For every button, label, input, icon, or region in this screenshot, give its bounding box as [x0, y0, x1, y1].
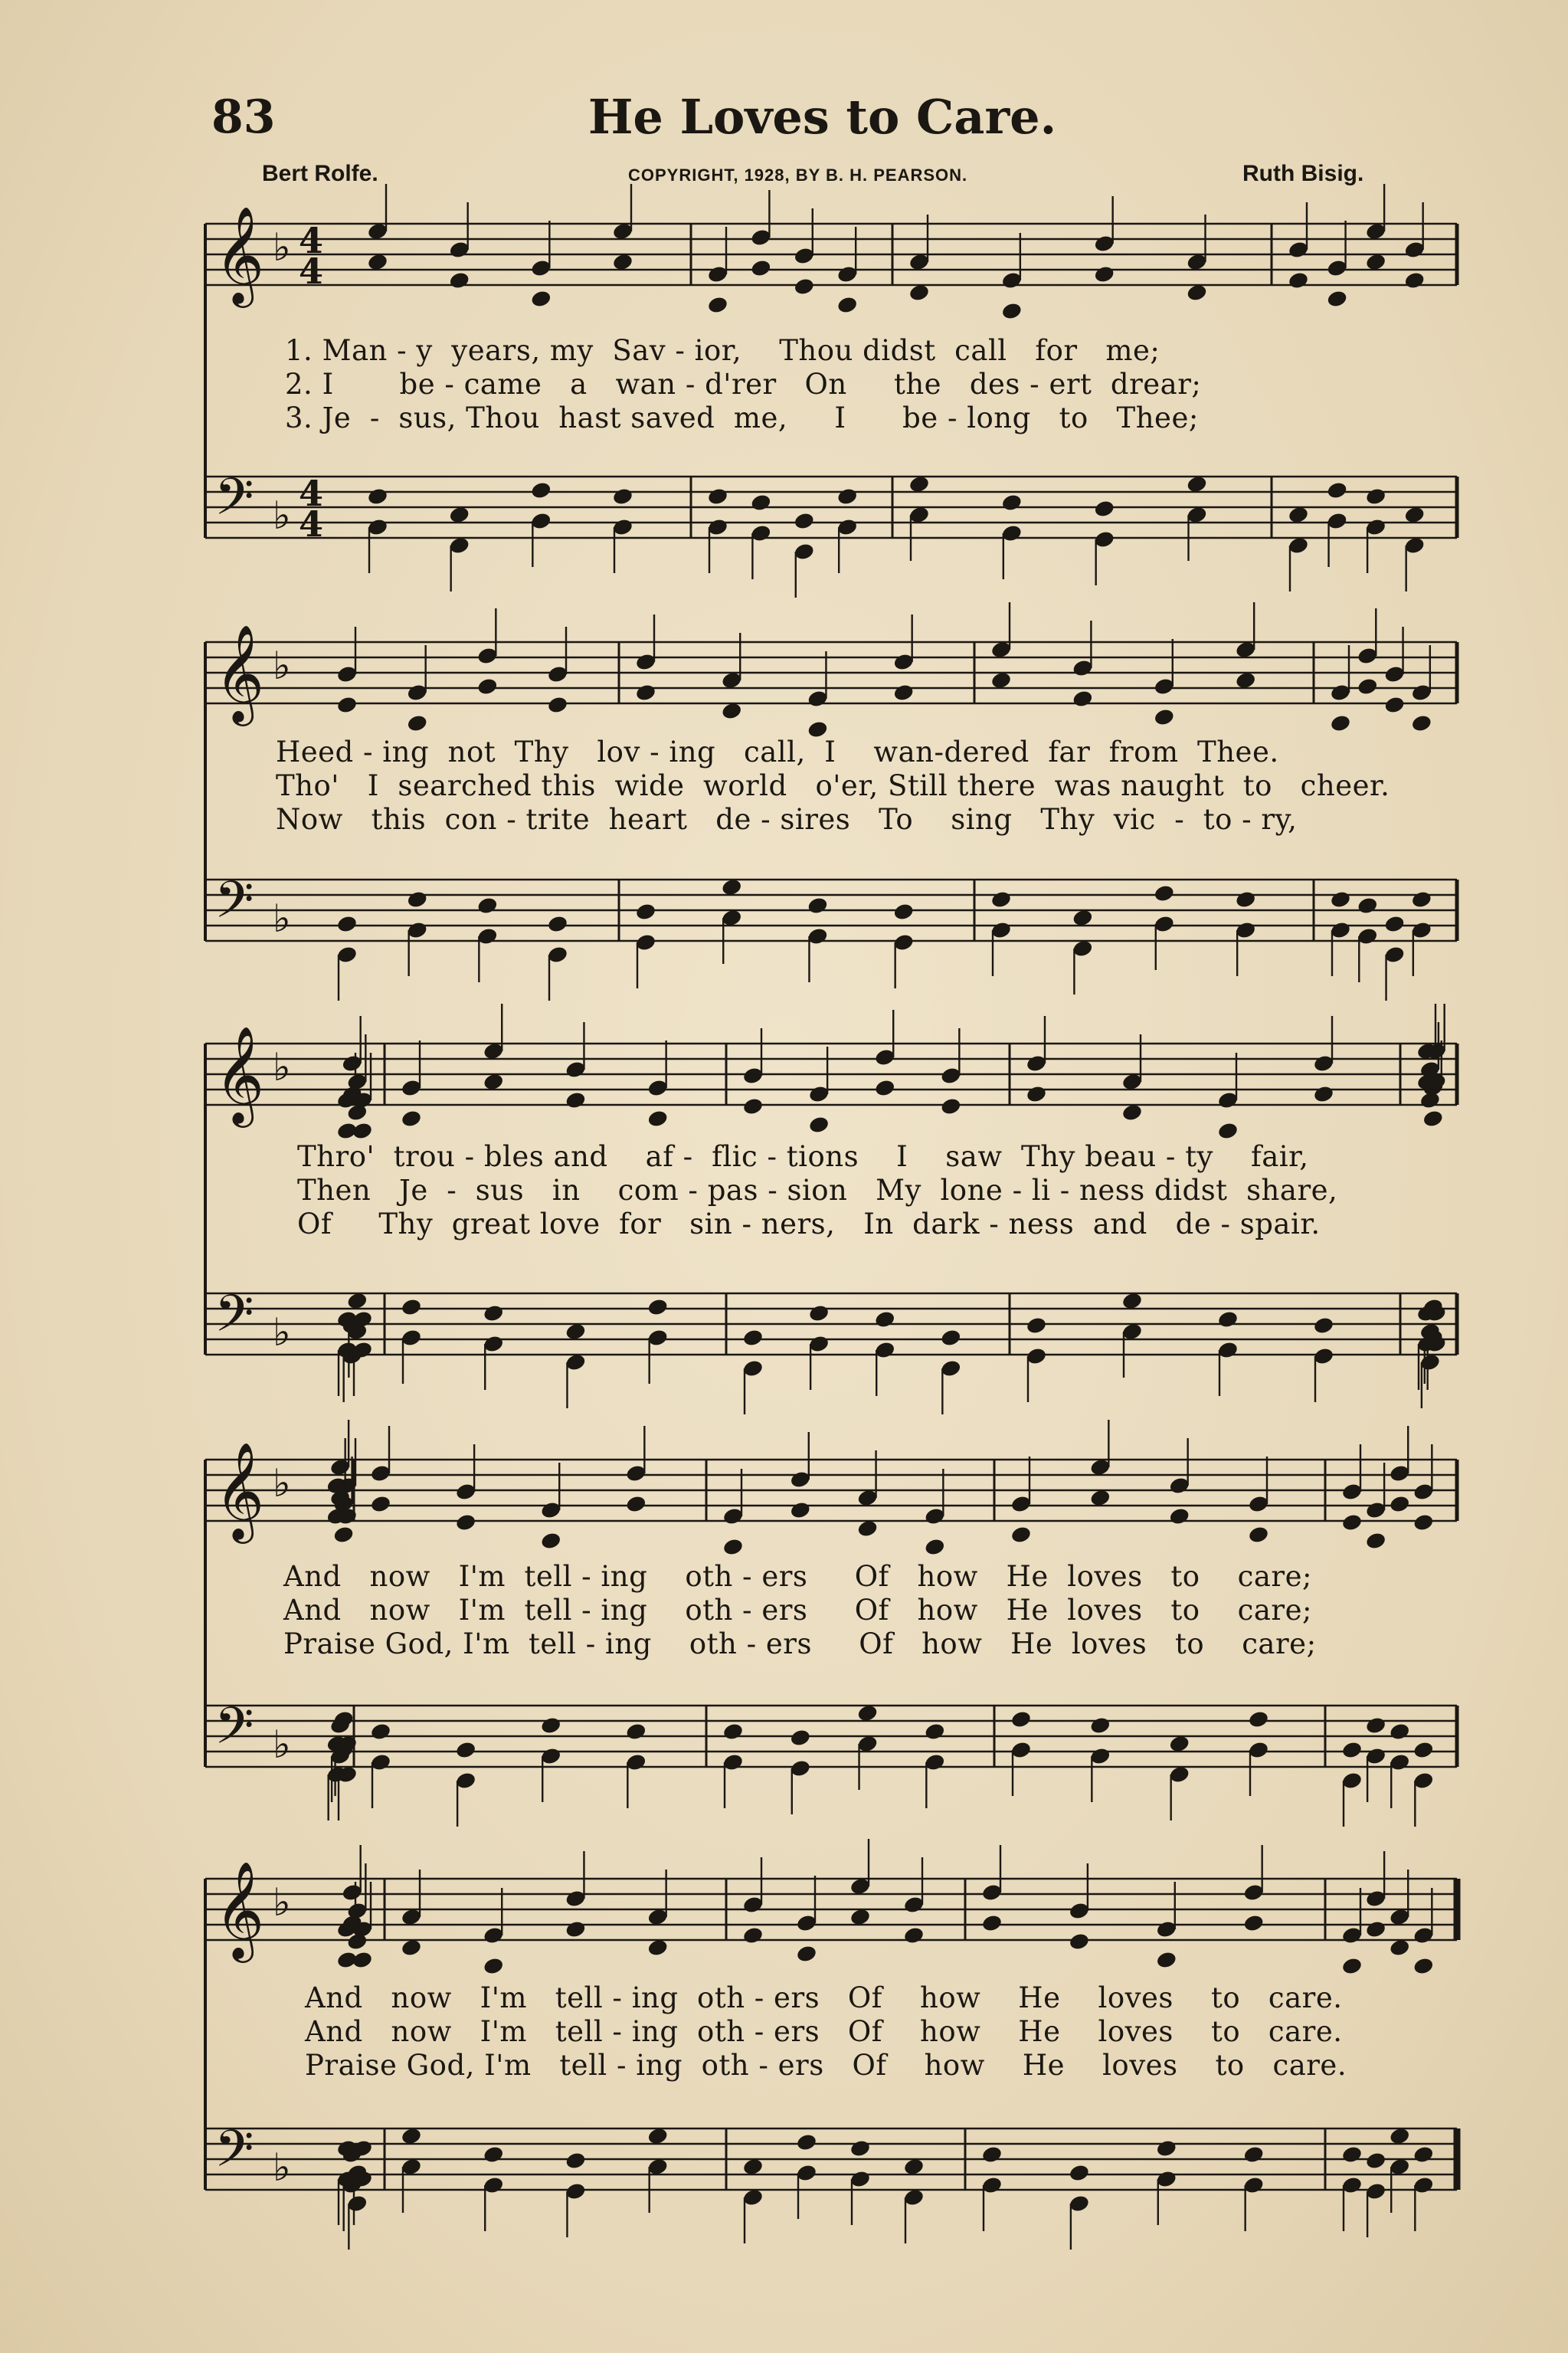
note-head	[924, 1537, 946, 1556]
note-head	[903, 1925, 925, 1945]
note-head	[1235, 890, 1257, 909]
note-head	[1248, 1525, 1270, 1544]
note-head	[1330, 713, 1352, 732]
note-head	[1217, 1309, 1239, 1329]
copyright-notice: COPYRIGHT, 1928, BY B. H. PEARSON.	[628, 165, 968, 185]
lyric-line: Then Je - sus in com - pas - sion My lone - li - ness didst share,	[297, 1174, 1338, 1207]
note-head	[1153, 883, 1175, 903]
note-head	[793, 277, 815, 296]
bass-clef-icon: 𝄢	[214, 1284, 254, 1355]
flat-icon: ♭	[273, 644, 291, 688]
note-head	[336, 695, 358, 714]
note-head	[1026, 1316, 1048, 1335]
note-head	[940, 1328, 962, 1347]
lyric-line: Heed - ing not Thy lov - ing call, I wan-dered far from Thee.	[276, 736, 1279, 768]
note-head	[1365, 1531, 1387, 1550]
note-head	[1365, 487, 1387, 506]
note-head	[483, 1303, 505, 1322]
note-head	[1365, 1716, 1387, 1735]
lyric-line: Thro' trou - bles and af - flic - tions I saw Thy beau - ty fair,	[297, 1140, 1309, 1173]
note-head	[1000, 493, 1023, 512]
note-head	[565, 1919, 587, 1938]
note-head	[1330, 890, 1352, 909]
note-head	[1410, 890, 1432, 909]
lyric-line: Praise God, I'm tell - ing oth - ers Of how He loves to care.	[305, 2049, 1347, 2082]
note-head	[1010, 1525, 1033, 1544]
note-head	[483, 1956, 505, 1975]
flat-icon: ♭	[273, 1045, 291, 1090]
treble-clef-icon: 𝄞	[214, 1025, 265, 1123]
note-head	[547, 914, 569, 933]
note-head	[565, 2151, 587, 2170]
note-head	[874, 1078, 896, 1097]
note-head	[367, 487, 389, 506]
time-signature: 4	[299, 503, 324, 545]
lyric-line: And now I'm tell - ing oth - ers Of how He loves to care;	[283, 1560, 1312, 1593]
lyric-line: 1. Man - y years, my Sav - ior, Thou didst call for me;	[285, 334, 1160, 367]
note-head	[483, 2145, 505, 2164]
note-head	[406, 890, 428, 909]
note-head	[796, 2132, 818, 2151]
note-head	[1413, 1956, 1435, 1975]
treble-clef-icon: 𝄞	[214, 1860, 265, 1958]
note-head	[1155, 1950, 1177, 1969]
note-head	[540, 1531, 562, 1550]
note-head	[1217, 1121, 1239, 1140]
bass-clef-icon: 𝄢	[214, 870, 254, 942]
note-head	[370, 1494, 392, 1513]
note-head	[1357, 677, 1379, 696]
note-head	[1341, 2145, 1363, 2164]
lyric-line: And now I'm tell - ing oth - ers Of how He loves to care;	[283, 1594, 1312, 1627]
note-head	[1413, 2145, 1435, 2164]
flat-icon: ♭	[273, 493, 291, 538]
note-head	[1155, 2138, 1177, 2158]
note-head	[990, 890, 1013, 909]
note-head	[807, 896, 829, 915]
note-head	[789, 1500, 811, 1519]
composer: Ruth Bisig.	[1242, 161, 1364, 186]
treble-clef-icon: 𝄞	[214, 1441, 265, 1539]
note-head	[1383, 914, 1406, 933]
flat-icon: ♭	[273, 896, 291, 941]
note-head	[836, 487, 859, 506]
note-head	[1383, 695, 1406, 714]
bass-clef-icon: 𝄢	[214, 2119, 254, 2191]
treble-clef-icon: 𝄞	[214, 205, 265, 303]
note-head	[455, 1740, 477, 1759]
lyric-line: Of Thy great love for sin - ners, In dark - ness and de - spair.	[297, 1208, 1321, 1240]
note-head	[750, 258, 772, 277]
note-head	[793, 511, 815, 530]
note-head	[849, 2138, 872, 2158]
note-head	[1403, 270, 1426, 290]
time-signature: 4	[299, 220, 324, 261]
lyric-line: 2. I be - came a wan - d'rer On the des - ert drear;	[285, 368, 1202, 401]
note-head	[1069, 1932, 1091, 1951]
note-head	[401, 1109, 423, 1128]
note-head	[352, 1950, 374, 1969]
note-head	[1357, 896, 1379, 915]
lyric-line: Now this con - trite heart de - sires To sing Thy vic - to - ry,	[276, 803, 1298, 836]
note-head	[1010, 1709, 1033, 1729]
note-head	[981, 1913, 1003, 1932]
note-head	[892, 683, 915, 702]
flat-icon: ♭	[273, 225, 291, 270]
note-head	[1389, 1722, 1411, 1741]
note-head	[1313, 1084, 1335, 1103]
flat-icon: ♭	[273, 1310, 291, 1355]
note-head	[448, 270, 470, 290]
flat-icon: ♭	[273, 1461, 291, 1506]
lyric-line: Tho' I searched this wide world o'er, Still there was naught to cheer.	[276, 769, 1390, 802]
note-head	[647, 1297, 669, 1316]
note-head	[1093, 264, 1115, 283]
note-head	[707, 487, 729, 506]
bass-clef-icon: 𝄢	[214, 1696, 254, 1768]
note-head	[1341, 1512, 1363, 1532]
note-head	[1341, 1956, 1363, 1975]
note-head	[742, 1328, 764, 1347]
note-head	[1072, 689, 1094, 708]
lyric-line: And now I'm tell - ing oth - ers Of how He loves to care.	[305, 2015, 1343, 2048]
note-head	[722, 1722, 745, 1741]
note-head	[1242, 1913, 1265, 1932]
note-head	[635, 902, 657, 921]
note-head	[1326, 289, 1348, 308]
bass-clef-icon: 𝄢	[214, 467, 254, 539]
note-head	[406, 713, 428, 732]
note-head	[808, 1115, 830, 1134]
note-head	[1313, 1316, 1335, 1335]
note-head	[647, 1109, 669, 1128]
note-head	[401, 1297, 423, 1316]
note-head	[455, 1512, 477, 1532]
note-head	[1153, 707, 1175, 726]
flat-icon: ♭	[273, 1722, 291, 1767]
note-head	[540, 1716, 562, 1735]
note-head	[722, 1537, 745, 1556]
flat-icon: ♭	[273, 1880, 291, 1925]
note-head	[1242, 2145, 1265, 2164]
note-head	[742, 1096, 764, 1116]
note-head	[530, 289, 552, 308]
note-head	[1413, 1512, 1435, 1532]
lyric-line: 3. Je - sus, Thou hast saved me, I be - long to Thee;	[285, 401, 1199, 434]
lyric-line: And now I'm tell - ing oth - ers Of how He loves to care.	[305, 1981, 1343, 2014]
note-head	[625, 1494, 647, 1513]
note-head	[332, 1525, 355, 1544]
time-signature: 4	[299, 473, 324, 514]
flat-icon: ♭	[273, 2145, 291, 2190]
note-head	[625, 1722, 647, 1741]
note-head	[1365, 1919, 1387, 1938]
note-head	[612, 487, 634, 506]
note-head	[476, 896, 499, 915]
note-head	[940, 1096, 962, 1116]
note-head	[742, 1925, 764, 1945]
note-head	[1389, 1494, 1411, 1513]
note-head	[1413, 1740, 1435, 1759]
note-head	[1248, 1709, 1270, 1729]
note-head	[530, 480, 552, 500]
note-head	[789, 1728, 811, 1747]
note-head	[370, 1722, 392, 1741]
note-head	[1365, 2151, 1387, 2170]
note-head	[565, 1090, 587, 1109]
note-head	[836, 295, 859, 314]
note-head	[1341, 1740, 1363, 1759]
note-head	[1422, 1109, 1444, 1128]
note-head	[1288, 270, 1310, 290]
time-signature: 4	[299, 251, 324, 292]
treble-clef-icon: 𝄞	[214, 624, 265, 722]
note-head	[635, 683, 657, 702]
note-head	[750, 493, 772, 512]
hymn-title: He Loves to Care.	[588, 89, 1057, 145]
note-head	[352, 1121, 374, 1140]
lyric-line: Praise God, I'm tell - ing oth - ers Of how He loves to care;	[283, 1627, 1317, 1660]
page-number: 83	[211, 90, 276, 144]
note-head	[1326, 480, 1348, 500]
note-head	[808, 1303, 830, 1322]
note-head	[1093, 499, 1115, 518]
note-head	[1000, 301, 1023, 320]
note-head	[1168, 1506, 1190, 1526]
note-head	[1410, 713, 1432, 732]
note-head	[1069, 2163, 1091, 2182]
note-head	[336, 914, 358, 933]
note-head	[476, 677, 499, 696]
note-head	[874, 1309, 896, 1329]
note-head	[924, 1722, 946, 1741]
note-head	[796, 1944, 818, 1963]
note-head	[547, 695, 569, 714]
lyricist: Bert Rolfe.	[262, 161, 378, 186]
note-head	[892, 902, 915, 921]
note-head	[981, 2145, 1003, 2164]
note-head	[1026, 1084, 1048, 1103]
note-head	[1089, 1716, 1111, 1735]
note-head	[707, 295, 729, 314]
